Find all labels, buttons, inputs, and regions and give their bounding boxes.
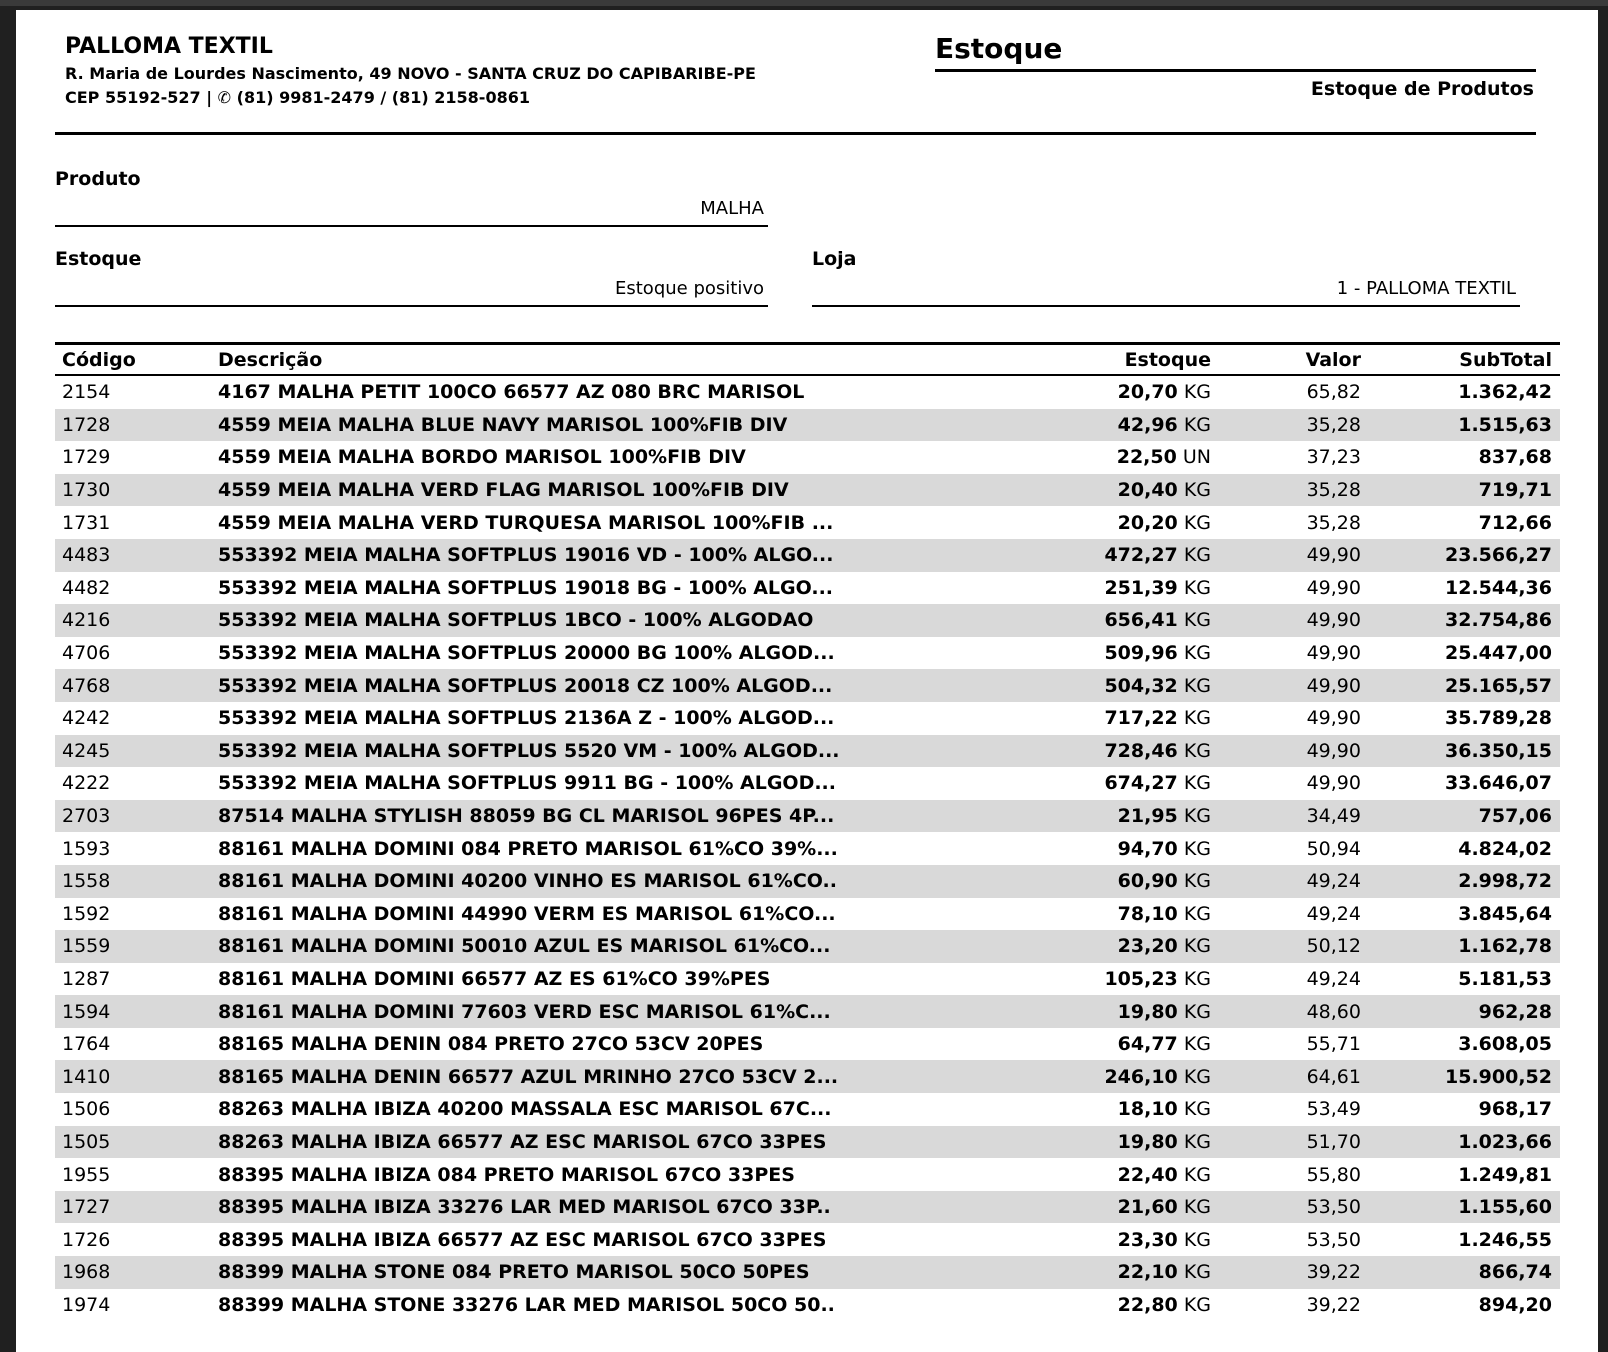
- report-title-block: [935, 32, 1536, 108]
- cell-estoque-qty: 105,23: [1104, 967, 1178, 990]
- cell-valor: 65,82: [1306, 381, 1361, 404]
- cell-estoque-unit: KG: [1183, 902, 1211, 925]
- cell-estoque-unit: KG: [1183, 772, 1211, 795]
- cell-estoque: [978, 609, 1218, 631]
- cell-estoque-unit: KG: [1183, 1196, 1211, 1219]
- cell-codigo: 1559: [62, 935, 111, 958]
- cell-valor: 49,90: [1306, 544, 1361, 567]
- cell-subtotal: 35.789,28: [1445, 707, 1552, 730]
- cell-codigo: 2703: [62, 805, 111, 828]
- table-row: [55, 1126, 1560, 1159]
- cell-estoque-qty: 21,95: [1117, 805, 1178, 828]
- cell-subtotal: 894,20: [1478, 1293, 1552, 1316]
- cell-codigo: 4483: [62, 544, 111, 567]
- cell-estoque: [978, 675, 1218, 697]
- cell-subtotal: 4.824,02: [1458, 837, 1552, 860]
- cell-valor: 48,60: [1306, 1000, 1361, 1023]
- cell-estoque: [978, 479, 1218, 501]
- cell-estoque-qty: 18,10: [1117, 1098, 1178, 1121]
- cell-estoque-unit: KG: [1183, 805, 1211, 828]
- cell-estoque-qty: 674,27: [1104, 772, 1178, 795]
- table-row: [55, 669, 1560, 702]
- cell-descricao: 553392 MEIA MALHA SOFTPLUS 20018 CZ 100% ALGOD...: [218, 674, 833, 697]
- table-row: [55, 995, 1560, 1028]
- table-row: [55, 832, 1560, 865]
- table-row: [55, 1289, 1560, 1322]
- cell-codigo: 1730: [62, 479, 111, 502]
- cell-estoque-qty: 472,27: [1104, 544, 1178, 567]
- table-header-row: [55, 345, 1560, 376]
- cell-estoque: [978, 805, 1218, 827]
- cell-descricao: 88165 MALHA DENIN 084 PRETO 27CO 53CV 20PES: [218, 1033, 764, 1056]
- cell-descricao: 553392 MEIA MALHA SOFTPLUS 5520 VM - 100% ALGOD...: [218, 739, 840, 762]
- cell-estoque-qty: 22,40: [1117, 1163, 1178, 1186]
- cell-codigo: 4222: [62, 772, 111, 795]
- cell-estoque: [978, 642, 1218, 664]
- phone-icon: ✆: [217, 88, 232, 108]
- cell-descricao: 88395 MALHA IBIZA 33276 LAR MED MARISOL 67CO 33P..: [218, 1196, 831, 1219]
- table-row: [55, 735, 1560, 768]
- cell-descricao: 4167 MALHA PETIT 100CO 66577 AZ 080 BRC MARISOL: [218, 381, 805, 404]
- cell-subtotal: 968,17: [1478, 1098, 1552, 1121]
- cell-valor: 53,50: [1306, 1196, 1361, 1219]
- cell-estoque-unit: KG: [1183, 674, 1211, 697]
- cell-estoque-unit: KG: [1183, 935, 1211, 958]
- cell-estoque-unit: KG: [1183, 1000, 1211, 1023]
- cell-valor: 55,71: [1306, 1033, 1361, 1056]
- cell-subtotal: 36.350,15: [1445, 739, 1552, 762]
- cell-descricao: 87514 MALHA STYLISH 88059 BG CL MARISOL 96PES 4P...: [218, 805, 835, 828]
- cell-codigo: 4245: [62, 739, 111, 762]
- cell-subtotal: 3.608,05: [1458, 1033, 1552, 1056]
- cell-subtotal: 5.181,53: [1458, 967, 1552, 990]
- cell-estoque-qty: 22,80: [1117, 1293, 1178, 1316]
- cell-codigo: 4706: [62, 642, 111, 665]
- cell-estoque-qty: 22,50: [1116, 446, 1177, 469]
- cell-estoque-qty: 60,90: [1117, 870, 1178, 893]
- cell-codigo: 4768: [62, 674, 111, 697]
- cell-estoque: [978, 1066, 1218, 1088]
- cell-valor: 49,90: [1306, 609, 1361, 632]
- cell-subtotal: 33.646,07: [1445, 772, 1552, 795]
- cell-estoque: [978, 1261, 1218, 1283]
- table-row: [55, 898, 1560, 931]
- cell-estoque-qty: 246,10: [1104, 1065, 1178, 1088]
- cell-codigo: 4216: [62, 609, 111, 632]
- cell-estoque: [978, 414, 1218, 436]
- cell-descricao: 553392 MEIA MALHA SOFTPLUS 2136A Z - 100% ALGOD...: [218, 707, 835, 730]
- cell-codigo: 2154: [62, 381, 111, 404]
- cell-valor: 39,22: [1306, 1293, 1361, 1316]
- cell-codigo: 1955: [62, 1163, 111, 1186]
- cell-valor: 49,90: [1306, 674, 1361, 697]
- cell-subtotal: 1.515,63: [1458, 413, 1552, 436]
- cell-estoque-qty: 251,39: [1104, 576, 1178, 599]
- cell-valor: 53,49: [1306, 1098, 1361, 1121]
- cell-subtotal: 1.155,60: [1458, 1196, 1552, 1219]
- cell-estoque-qty: 94,70: [1117, 837, 1178, 860]
- cell-subtotal: 962,28: [1478, 1000, 1552, 1023]
- cell-estoque: [978, 1294, 1218, 1316]
- table-row: [55, 1093, 1560, 1126]
- cell-subtotal: 1.162,78: [1458, 935, 1552, 958]
- filter-estoque: [55, 248, 768, 307]
- cell-descricao: 553392 MEIA MALHA SOFTPLUS 19018 BG - 100% ALGO...: [218, 576, 834, 599]
- cell-valor: 49,90: [1306, 707, 1361, 730]
- cell-estoque-qty: 19,80: [1117, 1000, 1178, 1023]
- cell-codigo: 1764: [62, 1033, 111, 1056]
- cell-subtotal: 25.165,57: [1445, 674, 1552, 697]
- cell-estoque-unit: KG: [1183, 479, 1211, 502]
- report-title: Estoque: [935, 32, 1536, 72]
- cell-estoque: [978, 446, 1218, 468]
- cell-estoque: [978, 577, 1218, 599]
- cell-descricao: 553392 MEIA MALHA SOFTPLUS 19016 VD - 100% ALGO...: [218, 544, 834, 567]
- cell-subtotal: 25.447,00: [1445, 642, 1552, 665]
- cell-estoque-unit: KG: [1183, 1293, 1211, 1316]
- filter-loja-label: Loja: [812, 248, 857, 270]
- table-row: [55, 1223, 1560, 1256]
- cell-descricao: 88161 MALHA DOMINI 084 PRETO MARISOL 61%CO 39%...: [218, 837, 838, 860]
- cell-estoque-unit: KG: [1183, 1065, 1211, 1088]
- col-header-subtotal: SubTotal: [1459, 348, 1552, 371]
- table-body: [55, 376, 1560, 1321]
- cell-subtotal: 2.998,72: [1458, 870, 1552, 893]
- cell-valor: 49,90: [1306, 576, 1361, 599]
- cell-codigo: 4482: [62, 576, 111, 599]
- cell-estoque-unit: KG: [1183, 609, 1211, 632]
- cell-estoque-unit: KG: [1183, 1130, 1211, 1153]
- cell-descricao: 88395 MALHA IBIZA 084 PRETO MARISOL 67CO 33PES: [218, 1163, 795, 1186]
- cell-valor: 49,24: [1306, 902, 1361, 925]
- cell-estoque-unit: KG: [1183, 707, 1211, 730]
- cell-estoque: [978, 707, 1218, 729]
- cell-estoque-qty: 504,32: [1104, 674, 1178, 697]
- cell-valor: 50,94: [1306, 837, 1361, 860]
- cell-estoque: [978, 1001, 1218, 1023]
- cell-subtotal: 15.900,52: [1445, 1065, 1552, 1088]
- cell-subtotal: 866,74: [1478, 1261, 1552, 1284]
- table-row: [55, 506, 1560, 539]
- cell-codigo: 1506: [62, 1098, 111, 1121]
- cell-subtotal: 757,06: [1478, 805, 1552, 828]
- table-row: [55, 376, 1560, 409]
- cell-codigo: 4242: [62, 707, 111, 730]
- cell-valor: 49,90: [1306, 642, 1361, 665]
- filter-produto: [55, 168, 768, 227]
- cell-estoque-unit: KG: [1183, 381, 1211, 404]
- cell-subtotal: 719,71: [1478, 479, 1552, 502]
- table-row: [55, 930, 1560, 963]
- table-row: [55, 441, 1560, 474]
- filter-produto-value: MALHA: [55, 190, 768, 227]
- cell-valor: 49,90: [1306, 772, 1361, 795]
- table-row: [55, 800, 1560, 833]
- cell-descricao: 88263 MALHA IBIZA 66577 AZ ESC MARISOL 67CO 33PES: [218, 1130, 827, 1153]
- cell-estoque: [978, 772, 1218, 794]
- cell-valor: 34,49: [1306, 805, 1361, 828]
- cell-estoque-unit: KG: [1183, 967, 1211, 990]
- cell-estoque-qty: 20,20: [1117, 511, 1178, 534]
- viewer-frame-top: [0, 0, 1608, 6]
- cell-subtotal: 837,68: [1478, 446, 1552, 469]
- cell-descricao: 88399 MALHA STONE 084 PRETO MARISOL 50CO 50PES: [218, 1261, 810, 1284]
- cell-estoque-qty: 64,77: [1117, 1033, 1178, 1056]
- table-row: [55, 1060, 1560, 1093]
- cell-estoque: [978, 870, 1218, 892]
- filter-estoque-value: Estoque positivo: [55, 270, 768, 307]
- cell-valor: 35,28: [1306, 479, 1361, 502]
- table-row: [55, 1158, 1560, 1191]
- table-row: [55, 702, 1560, 735]
- report-page: [16, 10, 1598, 1352]
- cell-estoque-qty: 78,10: [1117, 902, 1178, 925]
- cell-estoque-qty: 23,20: [1117, 935, 1178, 958]
- cell-valor: 49,90: [1306, 739, 1361, 762]
- cell-estoque: [978, 968, 1218, 990]
- cell-descricao: 88263 MALHA IBIZA 40200 MASSALA ESC MARISOL 67C...: [218, 1098, 832, 1121]
- cell-estoque: [978, 1229, 1218, 1251]
- company-contact: [65, 86, 865, 111]
- cell-estoque-qty: 509,96: [1104, 642, 1178, 665]
- cell-descricao: 88399 MALHA STONE 33276 LAR MED MARISOL 50CO 50..: [218, 1293, 835, 1316]
- cell-codigo: 1287: [62, 967, 111, 990]
- cell-descricao: 4559 MEIA MALHA VERD TURQUESA MARISOL 100%FIB ...: [218, 511, 834, 534]
- cell-estoque-unit: KG: [1183, 870, 1211, 893]
- cell-estoque-unit: KG: [1183, 413, 1211, 436]
- cell-estoque-unit: KG: [1183, 544, 1211, 567]
- cell-valor: 64,61: [1306, 1065, 1361, 1088]
- cell-estoque: [978, 1131, 1218, 1153]
- cell-codigo: 1728: [62, 413, 111, 436]
- cell-estoque-unit: KG: [1183, 1033, 1211, 1056]
- cell-valor: 50,12: [1306, 935, 1361, 958]
- cell-estoque-unit: KG: [1183, 1228, 1211, 1251]
- company-phones: (81) 9981-2479 / (81) 2158-0861: [236, 88, 530, 108]
- table-row: [55, 1256, 1560, 1289]
- cell-estoque-unit: KG: [1183, 1261, 1211, 1284]
- table-row: [55, 1028, 1560, 1061]
- filter-loja: [812, 248, 1520, 307]
- cell-estoque-unit: KG: [1183, 642, 1211, 665]
- cell-estoque-qty: 21,60: [1117, 1196, 1178, 1219]
- cell-codigo: 1968: [62, 1261, 111, 1284]
- cell-subtotal: 712,66: [1478, 511, 1552, 534]
- cell-valor: 37,23: [1306, 446, 1361, 469]
- table-row: [55, 604, 1560, 637]
- cell-subtotal: 3.845,64: [1458, 902, 1552, 925]
- cell-estoque: [978, 1098, 1218, 1120]
- cell-subtotal: 1.249,81: [1458, 1163, 1552, 1186]
- cell-estoque: [978, 512, 1218, 534]
- company-name: PALLOMA TEXTIL: [65, 34, 273, 59]
- cell-codigo: 1974: [62, 1293, 111, 1316]
- cell-descricao: 88165 MALHA DENIN 66577 AZUL MRINHO 27CO 53CV 2...: [218, 1065, 839, 1088]
- cell-estoque-unit: KG: [1183, 511, 1211, 534]
- filter-loja-value: 1 - PALLOMA TEXTIL: [812, 270, 1520, 307]
- cell-estoque: [978, 838, 1218, 860]
- cell-estoque-qty: 20,70: [1117, 381, 1178, 404]
- cell-valor: 53,50: [1306, 1228, 1361, 1251]
- report-subtitle: Estoque de Produtos: [1310, 78, 1534, 100]
- cell-estoque-unit: KG: [1183, 739, 1211, 762]
- table-row: [55, 572, 1560, 605]
- cell-estoque-unit: KG: [1183, 1098, 1211, 1121]
- cell-estoque-unit: KG: [1183, 1163, 1211, 1186]
- cell-subtotal: 1.023,66: [1458, 1130, 1552, 1153]
- cell-descricao: 4559 MEIA MALHA BORDO MARISOL 100%FIB DIV: [218, 446, 746, 469]
- cell-codigo: 1726: [62, 1228, 111, 1251]
- cell-valor: 49,24: [1306, 967, 1361, 990]
- cell-codigo: 1410: [62, 1065, 111, 1088]
- cell-valor: 49,24: [1306, 870, 1361, 893]
- table-row: [55, 963, 1560, 996]
- cell-estoque-qty: 717,22: [1104, 707, 1178, 730]
- cell-valor: 35,28: [1306, 413, 1361, 436]
- col-header-descricao: Descrição: [218, 348, 323, 371]
- cell-estoque-unit: KG: [1183, 837, 1211, 860]
- cell-valor: 39,22: [1306, 1261, 1361, 1284]
- cell-codigo: 1729: [62, 446, 111, 469]
- cell-codigo: 1558: [62, 870, 111, 893]
- cell-descricao: 553392 MEIA MALHA SOFTPLUS 20000 BG 100% ALGOD...: [218, 642, 835, 665]
- table-row: [55, 474, 1560, 507]
- cell-estoque-qty: 19,80: [1117, 1130, 1178, 1153]
- header-divider: [55, 132, 1536, 135]
- table-row: [55, 637, 1560, 670]
- filter-estoque-label: Estoque: [55, 248, 142, 270]
- cell-estoque-unit: UN: [1182, 446, 1211, 469]
- cell-descricao: 88161 MALHA DOMINI 77603 VERD ESC MARISOL 61%C...: [218, 1000, 831, 1023]
- col-header-valor: Valor: [1305, 348, 1361, 371]
- col-header-codigo: Código: [62, 348, 136, 371]
- cell-descricao: 553392 MEIA MALHA SOFTPLUS 1BCO - 100% ALGODAO: [218, 609, 814, 632]
- table-row: [55, 1191, 1560, 1224]
- cell-codigo: 1592: [62, 902, 111, 925]
- company-header: [65, 32, 865, 111]
- table-row: [55, 409, 1560, 442]
- col-header-estoque: Estoque: [1124, 348, 1211, 371]
- cell-estoque-qty: 22,10: [1117, 1261, 1178, 1284]
- cell-subtotal: 23.566,27: [1445, 544, 1552, 567]
- table-row: [55, 539, 1560, 572]
- cell-estoque: [978, 381, 1218, 403]
- cell-descricao: 88161 MALHA DOMINI 40200 VINHO ES MARISOL 61%CO..: [218, 870, 837, 893]
- company-address: R. Maria de Lourdes Nascimento, 49 NOVO - SANTA CRUZ DO CAPIBARIBE-PE: [65, 63, 756, 83]
- cell-descricao: 4559 MEIA MALHA VERD FLAG MARISOL 100%FIB DIV: [218, 479, 789, 502]
- cell-descricao: 88161 MALHA DOMINI 50010 AZUL ES MARISOL 61%CO...: [218, 935, 831, 958]
- cell-estoque-qty: 23,30: [1117, 1228, 1178, 1251]
- cell-codigo: 1505: [62, 1130, 111, 1153]
- cell-descricao: 88161 MALHA DOMINI 44990 VERM ES MARISOL 61%CO...: [218, 902, 836, 925]
- cell-valor: 51,70: [1306, 1130, 1361, 1153]
- cell-estoque-unit: KG: [1183, 576, 1211, 599]
- cell-subtotal: 1.362,42: [1458, 381, 1552, 404]
- cell-estoque: [978, 903, 1218, 925]
- cell-codigo: 1593: [62, 837, 111, 860]
- table-row: [55, 767, 1560, 800]
- cell-valor: 55,80: [1306, 1163, 1361, 1186]
- cell-subtotal: 1.246,55: [1458, 1228, 1552, 1251]
- cell-estoque: [978, 1033, 1218, 1055]
- cell-descricao: 4559 MEIA MALHA BLUE NAVY MARISOL 100%FIB DIV: [218, 413, 788, 436]
- table-row: [55, 865, 1560, 898]
- cell-subtotal: 32.754,86: [1445, 609, 1552, 632]
- cell-estoque: [978, 740, 1218, 762]
- cell-estoque-qty: 728,46: [1104, 739, 1178, 762]
- cell-descricao: 88161 MALHA DOMINI 66577 AZ ES 61%CO 39%PES: [218, 967, 771, 990]
- cell-estoque-qty: 20,40: [1117, 479, 1178, 502]
- cell-estoque: [978, 1196, 1218, 1218]
- cell-codigo: 1594: [62, 1000, 111, 1023]
- cell-estoque: [978, 935, 1218, 957]
- cell-descricao: 553392 MEIA MALHA SOFTPLUS 9911 BG - 100% ALGOD...: [218, 772, 836, 795]
- cell-codigo: 1727: [62, 1196, 111, 1219]
- company-cep: CEP 55192-527 |: [65, 88, 213, 108]
- filter-produto-label: Produto: [55, 168, 141, 190]
- cell-codigo: 1731: [62, 511, 111, 534]
- cell-estoque-qty: 656,41: [1104, 609, 1178, 632]
- cell-estoque: [978, 544, 1218, 566]
- cell-estoque: [978, 1164, 1218, 1186]
- cell-estoque-qty: 42,96: [1117, 413, 1178, 436]
- cell-valor: 35,28: [1306, 511, 1361, 534]
- cell-subtotal: 12.544,36: [1445, 576, 1552, 599]
- stock-table: [55, 342, 1560, 1321]
- cell-descricao: 88395 MALHA IBIZA 66577 AZ ESC MARISOL 67CO 33PES: [218, 1228, 827, 1251]
